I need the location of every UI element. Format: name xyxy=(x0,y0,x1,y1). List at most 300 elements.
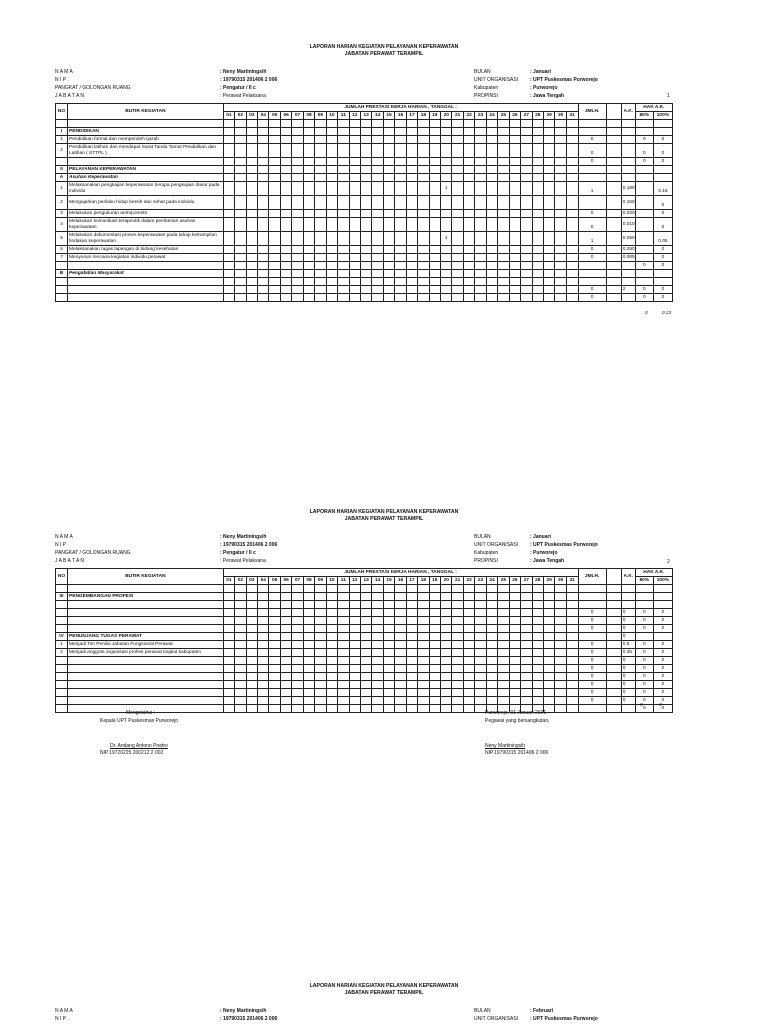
row-day xyxy=(566,262,578,270)
row-day xyxy=(258,697,269,705)
row-ak xyxy=(621,144,635,158)
row-day xyxy=(406,158,417,166)
row-day xyxy=(372,609,383,617)
row-day xyxy=(566,158,578,166)
row-day xyxy=(441,246,452,254)
row-day xyxy=(418,144,429,158)
row-day xyxy=(235,641,246,649)
row-day xyxy=(475,246,486,254)
row-80 xyxy=(635,254,653,262)
row-day xyxy=(315,120,326,128)
row-100 xyxy=(653,278,672,286)
row-day xyxy=(555,681,566,689)
row-day xyxy=(349,665,360,673)
row-day xyxy=(475,617,486,625)
row-day xyxy=(498,120,509,128)
row-day xyxy=(452,120,463,128)
row-day xyxy=(555,210,566,218)
row-butir: PENGEMBANGAN PROFESI xyxy=(68,593,224,601)
row-100 xyxy=(653,585,672,593)
row-day xyxy=(235,262,246,270)
row-day xyxy=(235,601,246,609)
row-day xyxy=(223,210,234,218)
row-day xyxy=(269,246,280,254)
row-day xyxy=(338,705,349,713)
row-day xyxy=(338,585,349,593)
row-day xyxy=(360,196,371,210)
row-day xyxy=(486,254,497,262)
row-day xyxy=(429,641,440,649)
header-butir: BUTIR KEGIATAN xyxy=(68,569,224,585)
row-day xyxy=(475,232,486,246)
row-day xyxy=(372,601,383,609)
row-day xyxy=(338,166,349,174)
table-row xyxy=(56,128,673,136)
row-80: 0 xyxy=(635,705,653,713)
row-day xyxy=(406,136,417,144)
row-day xyxy=(406,617,417,625)
row-day xyxy=(395,673,406,681)
row-day xyxy=(441,665,452,673)
table-row xyxy=(56,144,673,158)
row-day xyxy=(303,166,314,174)
row-day xyxy=(498,218,509,232)
row-day xyxy=(406,286,417,294)
row-day xyxy=(441,174,452,182)
row-day xyxy=(532,625,543,633)
row-day xyxy=(566,657,578,665)
row-day xyxy=(269,641,280,649)
row-day xyxy=(326,705,337,713)
row-day xyxy=(452,166,463,174)
row-day xyxy=(292,174,303,182)
row-day xyxy=(543,232,554,246)
total-100: 0 xyxy=(659,703,662,708)
header-day: 03 xyxy=(246,112,257,120)
row-day xyxy=(509,158,520,166)
row-day xyxy=(555,278,566,286)
row-day xyxy=(463,665,474,673)
row-ak xyxy=(621,270,635,278)
sig-mengetahui: Mengetahui : xyxy=(126,710,155,716)
row-day xyxy=(269,254,280,262)
row-day xyxy=(315,593,326,601)
row-day xyxy=(292,210,303,218)
row-day xyxy=(349,617,360,625)
row-no xyxy=(56,625,68,633)
row-80: 0 xyxy=(635,144,653,158)
row-day xyxy=(566,270,578,278)
row-day xyxy=(452,681,463,689)
row-day xyxy=(475,174,486,182)
value-kabupaten: : Purworejo xyxy=(530,550,558,556)
row-day xyxy=(566,601,578,609)
row-day xyxy=(486,585,497,593)
header-ak: A.K. xyxy=(621,569,635,585)
row-day xyxy=(303,232,314,246)
row-day xyxy=(235,689,246,697)
row-day xyxy=(441,262,452,270)
row-day xyxy=(498,601,509,609)
row-day xyxy=(338,673,349,681)
row-day xyxy=(441,294,452,302)
header-day: 08 xyxy=(303,112,314,120)
row-day xyxy=(521,609,532,617)
row-day xyxy=(383,196,394,210)
row-100: 0 xyxy=(653,262,672,270)
row-day xyxy=(543,697,554,705)
row-day xyxy=(418,210,429,218)
row-day xyxy=(406,657,417,665)
row-jmlh: 1 xyxy=(578,232,606,246)
row-day xyxy=(349,158,360,166)
row-day xyxy=(315,144,326,158)
row-day xyxy=(418,174,429,182)
row-day xyxy=(486,218,497,232)
row-day xyxy=(486,617,497,625)
row-day xyxy=(418,633,429,641)
row-day xyxy=(452,641,463,649)
row-day xyxy=(555,158,566,166)
table-row xyxy=(56,136,673,144)
row-day xyxy=(395,617,406,625)
row-ak: 0 xyxy=(621,625,635,633)
row-day xyxy=(383,609,394,617)
row-day xyxy=(360,158,371,166)
row-day xyxy=(315,681,326,689)
row-day xyxy=(235,120,246,128)
header-day: 09 xyxy=(315,112,326,120)
table-row xyxy=(56,196,673,210)
table-row xyxy=(56,294,673,302)
report-title: LAPORAN HARIAN KEGIATAN PELAYANAN KEPERAWATAN xyxy=(309,44,459,50)
row-day xyxy=(280,182,291,196)
row-day xyxy=(498,593,509,601)
row-jmlh: 0 xyxy=(578,697,606,705)
row-day xyxy=(246,136,257,144)
row-day xyxy=(315,689,326,697)
row-day xyxy=(338,665,349,673)
row-day xyxy=(452,585,463,593)
row-day xyxy=(372,210,383,218)
label-nama: N A M A xyxy=(55,69,73,75)
row-day xyxy=(498,649,509,657)
header-day: 29 xyxy=(543,112,554,120)
row-day xyxy=(223,158,234,166)
value-nama: : Neny Martiningsih xyxy=(220,69,267,75)
row-day xyxy=(258,182,269,196)
row-day xyxy=(543,120,554,128)
table-row xyxy=(56,120,673,128)
row-day xyxy=(452,649,463,657)
report-subtitle: JABATAN PERAWAT TERAMPIL xyxy=(344,51,424,57)
row-day xyxy=(543,246,554,254)
row-day xyxy=(258,120,269,128)
header-day: 22 xyxy=(463,577,474,585)
row-day xyxy=(418,218,429,232)
row-day xyxy=(486,681,497,689)
report-title: LAPORAN HARIAN KEGIATAN PELAYANAN KEPERAWATAN xyxy=(309,983,459,989)
row-day xyxy=(555,136,566,144)
header-day: 20 xyxy=(441,112,452,120)
row-day xyxy=(383,633,394,641)
row-day xyxy=(303,158,314,166)
row-day xyxy=(395,246,406,254)
row-day xyxy=(383,585,394,593)
row-butir: Menjadi anggota organisasi profesi perawat tingkat kabupaten xyxy=(68,649,224,657)
row-ak xyxy=(621,294,635,302)
row-day xyxy=(360,232,371,246)
row-day xyxy=(235,593,246,601)
row-day xyxy=(349,641,360,649)
row-day xyxy=(269,182,280,196)
row-day xyxy=(475,144,486,158)
row-day xyxy=(406,254,417,262)
row-day xyxy=(303,294,314,302)
row-day xyxy=(418,262,429,270)
table-row xyxy=(56,585,673,593)
row-day xyxy=(463,270,474,278)
row-day xyxy=(269,210,280,218)
row-day xyxy=(383,174,394,182)
row-day xyxy=(315,673,326,681)
row-day xyxy=(555,657,566,665)
row-day xyxy=(463,601,474,609)
row-day xyxy=(555,641,566,649)
row-day xyxy=(406,246,417,254)
row-day xyxy=(532,262,543,270)
header-day: 19 xyxy=(429,112,440,120)
row-day xyxy=(349,689,360,697)
header-day: 18 xyxy=(418,577,429,585)
row-day xyxy=(429,254,440,262)
row-day xyxy=(338,246,349,254)
row-day xyxy=(292,585,303,593)
row-day xyxy=(349,144,360,158)
row-80: 0 xyxy=(635,665,653,673)
row-day xyxy=(395,128,406,136)
row-day xyxy=(463,246,474,254)
row-day xyxy=(521,601,532,609)
row-day xyxy=(521,657,532,665)
row-spacer xyxy=(606,633,621,641)
row-day xyxy=(235,182,246,196)
row-day xyxy=(269,609,280,617)
row-day xyxy=(246,689,257,697)
row-day xyxy=(498,144,509,158)
row-day xyxy=(383,593,394,601)
row-day xyxy=(395,262,406,270)
row-ak xyxy=(621,262,635,270)
row-day xyxy=(532,182,543,196)
table-row xyxy=(56,681,673,689)
row-day xyxy=(326,174,337,182)
row-day xyxy=(292,144,303,158)
row-day xyxy=(418,681,429,689)
row-day xyxy=(532,673,543,681)
row-jmlh xyxy=(578,262,606,270)
row-day xyxy=(303,254,314,262)
row-day xyxy=(555,609,566,617)
row-day xyxy=(360,128,371,136)
row-100: 0 xyxy=(653,609,672,617)
header-day: 01 xyxy=(223,112,234,120)
row-day xyxy=(463,182,474,196)
header-day: 23 xyxy=(475,577,486,585)
row-day xyxy=(463,617,474,625)
row-day xyxy=(258,641,269,649)
row-day xyxy=(349,196,360,210)
row-day xyxy=(326,196,337,210)
row-day xyxy=(521,128,532,136)
row-day xyxy=(235,633,246,641)
header-day: 12 xyxy=(349,112,360,120)
row-day xyxy=(315,278,326,286)
row-day xyxy=(258,665,269,673)
row-day xyxy=(498,286,509,294)
row-day xyxy=(338,681,349,689)
row-day xyxy=(372,144,383,158)
row-day xyxy=(338,196,349,210)
header-day: 28 xyxy=(532,112,543,120)
row-100 xyxy=(653,633,672,641)
row-day xyxy=(292,262,303,270)
row-day xyxy=(395,270,406,278)
row-day xyxy=(326,585,337,593)
row-day xyxy=(315,254,326,262)
row-day xyxy=(383,270,394,278)
row-day xyxy=(338,609,349,617)
row-day xyxy=(303,601,314,609)
row-day xyxy=(326,633,337,641)
row-100: 0 xyxy=(653,681,672,689)
row-day xyxy=(566,609,578,617)
row-day xyxy=(326,673,337,681)
row-butir xyxy=(68,278,224,286)
row-day xyxy=(463,585,474,593)
row-day xyxy=(521,232,532,246)
header-day: 24 xyxy=(486,112,497,120)
row-day xyxy=(258,232,269,246)
row-day xyxy=(532,166,543,174)
row-day xyxy=(269,120,280,128)
row-day xyxy=(269,689,280,697)
row-80: 0 xyxy=(635,673,653,681)
row-day xyxy=(303,633,314,641)
row-day xyxy=(555,705,566,713)
row-100: 0 xyxy=(653,246,672,254)
header-day: 21 xyxy=(452,577,463,585)
row-day xyxy=(406,625,417,633)
activity-table xyxy=(55,568,673,713)
row-day xyxy=(235,657,246,665)
row-day xyxy=(509,166,520,174)
header-day: 04 xyxy=(258,112,269,120)
value-nama: : Neny Martiningsih xyxy=(220,1008,267,1014)
value-unit: : UPT Puskesmas Purworejo xyxy=(530,77,598,83)
row-day xyxy=(372,657,383,665)
row-day xyxy=(543,665,554,673)
row-day xyxy=(315,270,326,278)
row-no: 5 xyxy=(56,232,68,246)
row-day xyxy=(486,182,497,196)
row-day xyxy=(280,294,291,302)
row-80: 0 xyxy=(635,609,653,617)
row-day xyxy=(441,649,452,657)
row-day xyxy=(269,681,280,689)
row-day xyxy=(246,593,257,601)
row-day xyxy=(326,210,337,218)
row-spacer xyxy=(606,641,621,649)
header-spacer xyxy=(606,569,621,585)
header-day: 10 xyxy=(326,112,337,120)
row-day xyxy=(383,625,394,633)
row-day xyxy=(406,697,417,705)
row-day xyxy=(303,665,314,673)
table-header-row xyxy=(56,569,673,577)
row-day xyxy=(498,294,509,302)
row-day xyxy=(509,585,520,593)
header-day: 09 xyxy=(315,577,326,585)
row-100: 0 xyxy=(653,210,672,218)
label-kabupaten: Kabupaten xyxy=(474,550,499,556)
row-day xyxy=(406,609,417,617)
row-day xyxy=(349,649,360,657)
row-day xyxy=(360,246,371,254)
row-day xyxy=(475,182,486,196)
header-hak-ak: HAK A.K. xyxy=(635,569,672,577)
row-day xyxy=(292,136,303,144)
row-day xyxy=(303,174,314,182)
row-jmlh: 0 xyxy=(578,625,606,633)
row-day xyxy=(429,625,440,633)
row-day xyxy=(235,246,246,254)
row-80 xyxy=(635,601,653,609)
row-day xyxy=(441,689,452,697)
row-day xyxy=(555,294,566,302)
row-day xyxy=(383,649,394,657)
label-nip: N I P . xyxy=(55,77,69,83)
row-day xyxy=(258,657,269,665)
row-day xyxy=(292,232,303,246)
row-day xyxy=(338,128,349,136)
row-day xyxy=(555,218,566,232)
row-day xyxy=(326,649,337,657)
value-nip: : 19790315 201406 2 006 xyxy=(220,77,278,83)
row-day xyxy=(475,158,486,166)
table-row xyxy=(56,174,673,182)
table-row xyxy=(56,158,673,166)
row-day xyxy=(418,158,429,166)
row-day xyxy=(509,262,520,270)
row-day xyxy=(521,689,532,697)
row-day xyxy=(315,705,326,713)
row-day xyxy=(429,218,440,232)
row-day xyxy=(326,232,337,246)
row-jmlh: 0 xyxy=(578,681,606,689)
row-day xyxy=(349,601,360,609)
row-day xyxy=(246,697,257,705)
header-day: 13 xyxy=(360,112,371,120)
row-day xyxy=(486,593,497,601)
row-day xyxy=(463,120,474,128)
row-100 xyxy=(653,593,672,601)
header-day: 31 xyxy=(566,112,578,120)
row-day xyxy=(418,697,429,705)
row-day xyxy=(475,262,486,270)
row-ak xyxy=(621,705,635,713)
row-day xyxy=(395,641,406,649)
